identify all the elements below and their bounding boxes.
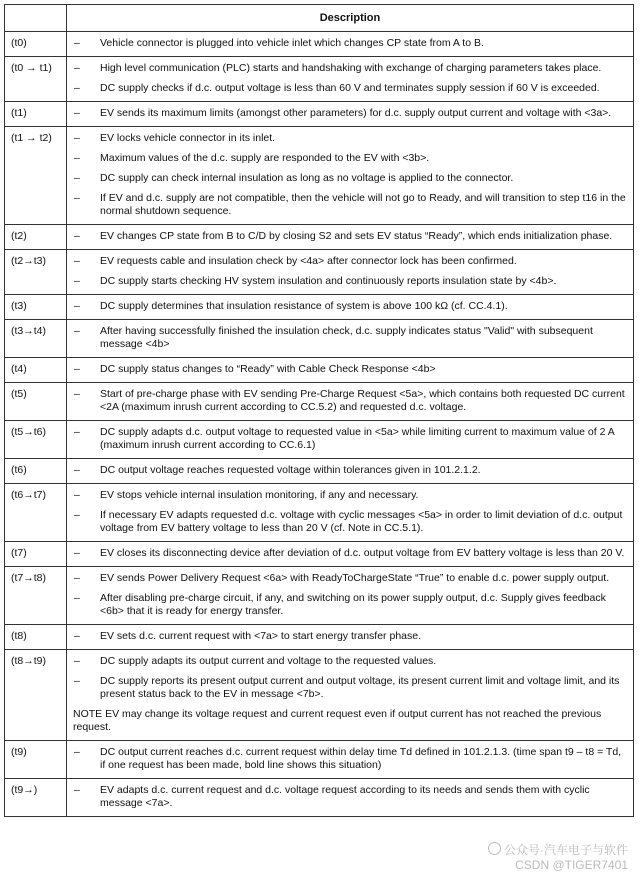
dash-bullet: – (74, 655, 80, 667)
item-text: Start of pre-charge phase with EV sending Pre-Charge Request <5a>, which contains both requested DC current <2A (maximum inrush current according to CC.5.2) and requested d.c. voltage. (100, 388, 625, 413)
dash-bullet: – (74, 572, 80, 584)
step-cell: (t7) (5, 542, 67, 567)
item-text: Vehicle connector is plugged into vehicle inlet which changes CP state from A to B. (100, 37, 484, 49)
table-row (5, 57, 634, 102)
item-text: High level communication (PLC) starts and handshaking with exchange of charging parameters takes place. (100, 62, 602, 74)
table-row (5, 779, 634, 817)
dash-bullet: – (74, 152, 80, 164)
description-cell (67, 383, 634, 421)
item-text: Maximum values of the d.c. supply are responded to the EV with <3b>. (100, 152, 430, 164)
dash-bullet: – (74, 784, 80, 796)
dash-bullet: – (74, 107, 80, 119)
description-cell (67, 358, 634, 383)
dash-bullet: – (74, 426, 80, 438)
description-table (4, 4, 634, 817)
description-cell (67, 484, 634, 542)
step-cell: (t2) (5, 225, 67, 250)
list-item (73, 172, 627, 185)
dash-bullet: – (74, 509, 80, 521)
item-text: EV sets d.c. current request with <7a> to start energy transfer phase. (100, 630, 421, 642)
dash-bullet: – (74, 388, 80, 400)
step-cell: (t5→t6) (5, 421, 67, 459)
description-cell (67, 320, 634, 358)
list-item (73, 37, 627, 50)
table-row (5, 650, 634, 741)
list-item (73, 509, 627, 535)
dash-bullet: – (74, 746, 80, 758)
list-item (73, 426, 627, 452)
description-cell (67, 459, 634, 484)
list-item (73, 464, 627, 477)
dash-bullet: – (74, 592, 80, 604)
list-item (73, 230, 627, 243)
list-item (73, 132, 627, 145)
description-cell (67, 32, 634, 57)
item-text: EV stops vehicle internal insulation monitoring, if any and necessary. (100, 489, 419, 501)
description-cell (67, 567, 634, 625)
table-row (5, 127, 634, 225)
dash-bullet: – (74, 300, 80, 312)
dash-bullet: – (74, 675, 80, 687)
item-text: DC output voltage reaches requested voltage within tolerances given in 101.2.1.2. (100, 464, 481, 476)
item-text: DC supply adapts d.c. output voltage to requested value in <5a> while limiting current to maximum value of 2 A (maximum inrush current according to CC.6.1) (100, 426, 615, 451)
description-cell (67, 542, 634, 567)
dash-bullet: – (74, 172, 80, 184)
description-cell (67, 250, 634, 295)
description-cell (67, 127, 634, 225)
list-item (73, 592, 627, 618)
item-text: After having successfully finished the insulation check, d.c. supply indicates status "Valid" with subsequent message <4b> (100, 325, 593, 350)
item-text: EV changes CP state from B to C/D by closing S2 and sets EV status “Ready”, which ends initialization phase. (100, 230, 613, 242)
table-row (5, 567, 634, 625)
step-cell: (t0) (5, 32, 67, 57)
dash-bullet: – (74, 325, 80, 337)
table-row (5, 484, 634, 542)
step-cell: (t1 → t2) (5, 127, 67, 225)
step-cell: (t9) (5, 741, 67, 779)
description-cell (67, 741, 634, 779)
table-row (5, 421, 634, 459)
note-text: NOTE EV may change its voltage request and current request even if output current has not reached the previous request. (73, 708, 602, 733)
dash-bullet: – (74, 192, 80, 204)
dash-bullet: – (74, 547, 80, 559)
step-cell: (t1) (5, 102, 67, 127)
watermark (488, 842, 628, 873)
list-item (73, 784, 627, 810)
description-cell (67, 225, 634, 250)
list-item (73, 325, 627, 351)
item-text: DC supply adapts its output current and voltage to the requested values. (100, 655, 437, 667)
table-row (5, 225, 634, 250)
watermark-line2: CSDN @TIGER7401 (515, 858, 628, 872)
description-cell (67, 779, 634, 817)
table-row (5, 320, 634, 358)
item-text: DC supply starts checking HV system insulation and continuously reports insulation state by <4b>. (100, 275, 557, 287)
table-row (5, 295, 634, 320)
dash-bullet: – (74, 132, 80, 144)
step-cell: (t3→t4) (5, 320, 67, 358)
list-item (73, 62, 627, 75)
step-cell: (t2→t3) (5, 250, 67, 295)
item-text: EV sends its maximum limits (amongst other parameters) for d.c. supply output current and voltage with <3a>. (100, 107, 612, 119)
watermark-line1: 公众号·汽车电子与软件 (504, 843, 628, 857)
table-row (5, 102, 634, 127)
table-row (5, 625, 634, 650)
list-item (73, 275, 627, 288)
item-text: DC supply status changes to “Ready” with Cable Check Response <4b> (100, 363, 436, 375)
list-item (73, 255, 627, 268)
item-text: If EV and d.c. supply are not compatible, then the vehicle will not go to Ready, and will transition to step t16 in the normal shutdown sequence. (100, 192, 626, 217)
item-text: DC output current reaches d.c. current request within delay time Td defined in 101.2.1.3. (time span t9 – t8 = Td, if one request has been made, bold line shows this situation) (100, 746, 622, 771)
list-item (73, 107, 627, 120)
dash-bullet: – (74, 82, 80, 94)
description-cell (67, 295, 634, 320)
list-item (73, 572, 627, 585)
step-cell: (t8→t9) (5, 650, 67, 741)
item-text: After disabling pre-charge circuit, if any, and switching on its power supply output, d.c. Supply gives feedback <6b> that it is ready for energy transfer. (100, 592, 606, 617)
dash-bullet: – (74, 464, 80, 476)
table-row (5, 741, 634, 779)
item-text: EV adapts d.c. current request and d.c. voltage request according to its needs and sends them with cyclic message <7a>. (100, 784, 590, 809)
step-cell: (t8) (5, 625, 67, 650)
item-text: EV requests cable and insulation check by <4a> after connector lock has been confirmed. (100, 255, 517, 267)
description-column-header: Description (67, 5, 634, 32)
item-text: EV sends Power Delivery Request <6a> with ReadyToChargeState “True” to enable d.c. power supply output. (100, 572, 610, 584)
dash-bullet: – (74, 489, 80, 501)
item-text: DC supply checks if d.c. output voltage is less than 60 V and terminates supply session if 60 V is exceeded. (100, 82, 600, 94)
description-cell (67, 625, 634, 650)
step-cell: (t4) (5, 358, 67, 383)
item-text: EV locks vehicle connector in its inlet. (100, 132, 276, 144)
list-item (73, 192, 627, 218)
table-row (5, 459, 634, 484)
item-text: EV closes its disconnecting device after deviation of d.c. output voltage from EV battery voltage is less than 20 V. (100, 547, 625, 559)
list-item (73, 363, 627, 376)
dash-bullet: – (74, 275, 80, 287)
list-item (73, 630, 627, 643)
step-cell: (t6→t7) (5, 484, 67, 542)
dash-bullet: – (74, 230, 80, 242)
list-item (73, 655, 627, 668)
dash-bullet: – (74, 37, 80, 49)
step-cell: (t5) (5, 383, 67, 421)
item-text: DC supply determines that insulation resistance of system is above 100 kΩ (cf. CC.4.1). (100, 300, 508, 312)
list-item (73, 489, 627, 502)
description-cell (67, 421, 634, 459)
list-item (73, 675, 627, 701)
list-item (73, 300, 627, 313)
item-text: If necessary EV adapts requested d.c. voltage with cyclic messages <5a> in order to limit deviation of d.c. output voltage from EV battery voltage to less than 20 V (cf. Note in CC.5.1). (100, 509, 623, 534)
list-item (73, 746, 627, 772)
table-body (5, 32, 634, 817)
description-cell (67, 102, 634, 127)
dash-bullet: – (74, 630, 80, 642)
dash-bullet: – (74, 363, 80, 375)
step-cell: (t0 → t1) (5, 57, 67, 102)
dash-bullet: – (74, 255, 80, 267)
description-cell (67, 650, 634, 741)
list-item (73, 82, 627, 95)
table-row (5, 250, 634, 295)
list-item (73, 547, 627, 560)
step-cell: (t7→t8) (5, 567, 67, 625)
table-row (5, 542, 634, 567)
list-item (73, 388, 627, 414)
table-header-row (5, 5, 634, 32)
table-row (5, 358, 634, 383)
item-text: DC supply reports its present output current and output voltage, its present current limit and voltage limit, and its present status back to the EV in message <7b>. (100, 675, 620, 700)
table-row (5, 383, 634, 421)
step-column-header (5, 5, 67, 32)
item-text: DC supply can check internal insulation as long as no voltage is applied to the connector. (100, 172, 514, 184)
table-row (5, 32, 634, 57)
list-item (73, 152, 627, 165)
step-cell: (t9→) (5, 779, 67, 817)
dash-bullet: – (74, 62, 80, 74)
step-cell: (t3) (5, 295, 67, 320)
step-cell: (t6) (5, 459, 67, 484)
description-cell (67, 57, 634, 102)
wechat-logo-icon (488, 842, 501, 855)
